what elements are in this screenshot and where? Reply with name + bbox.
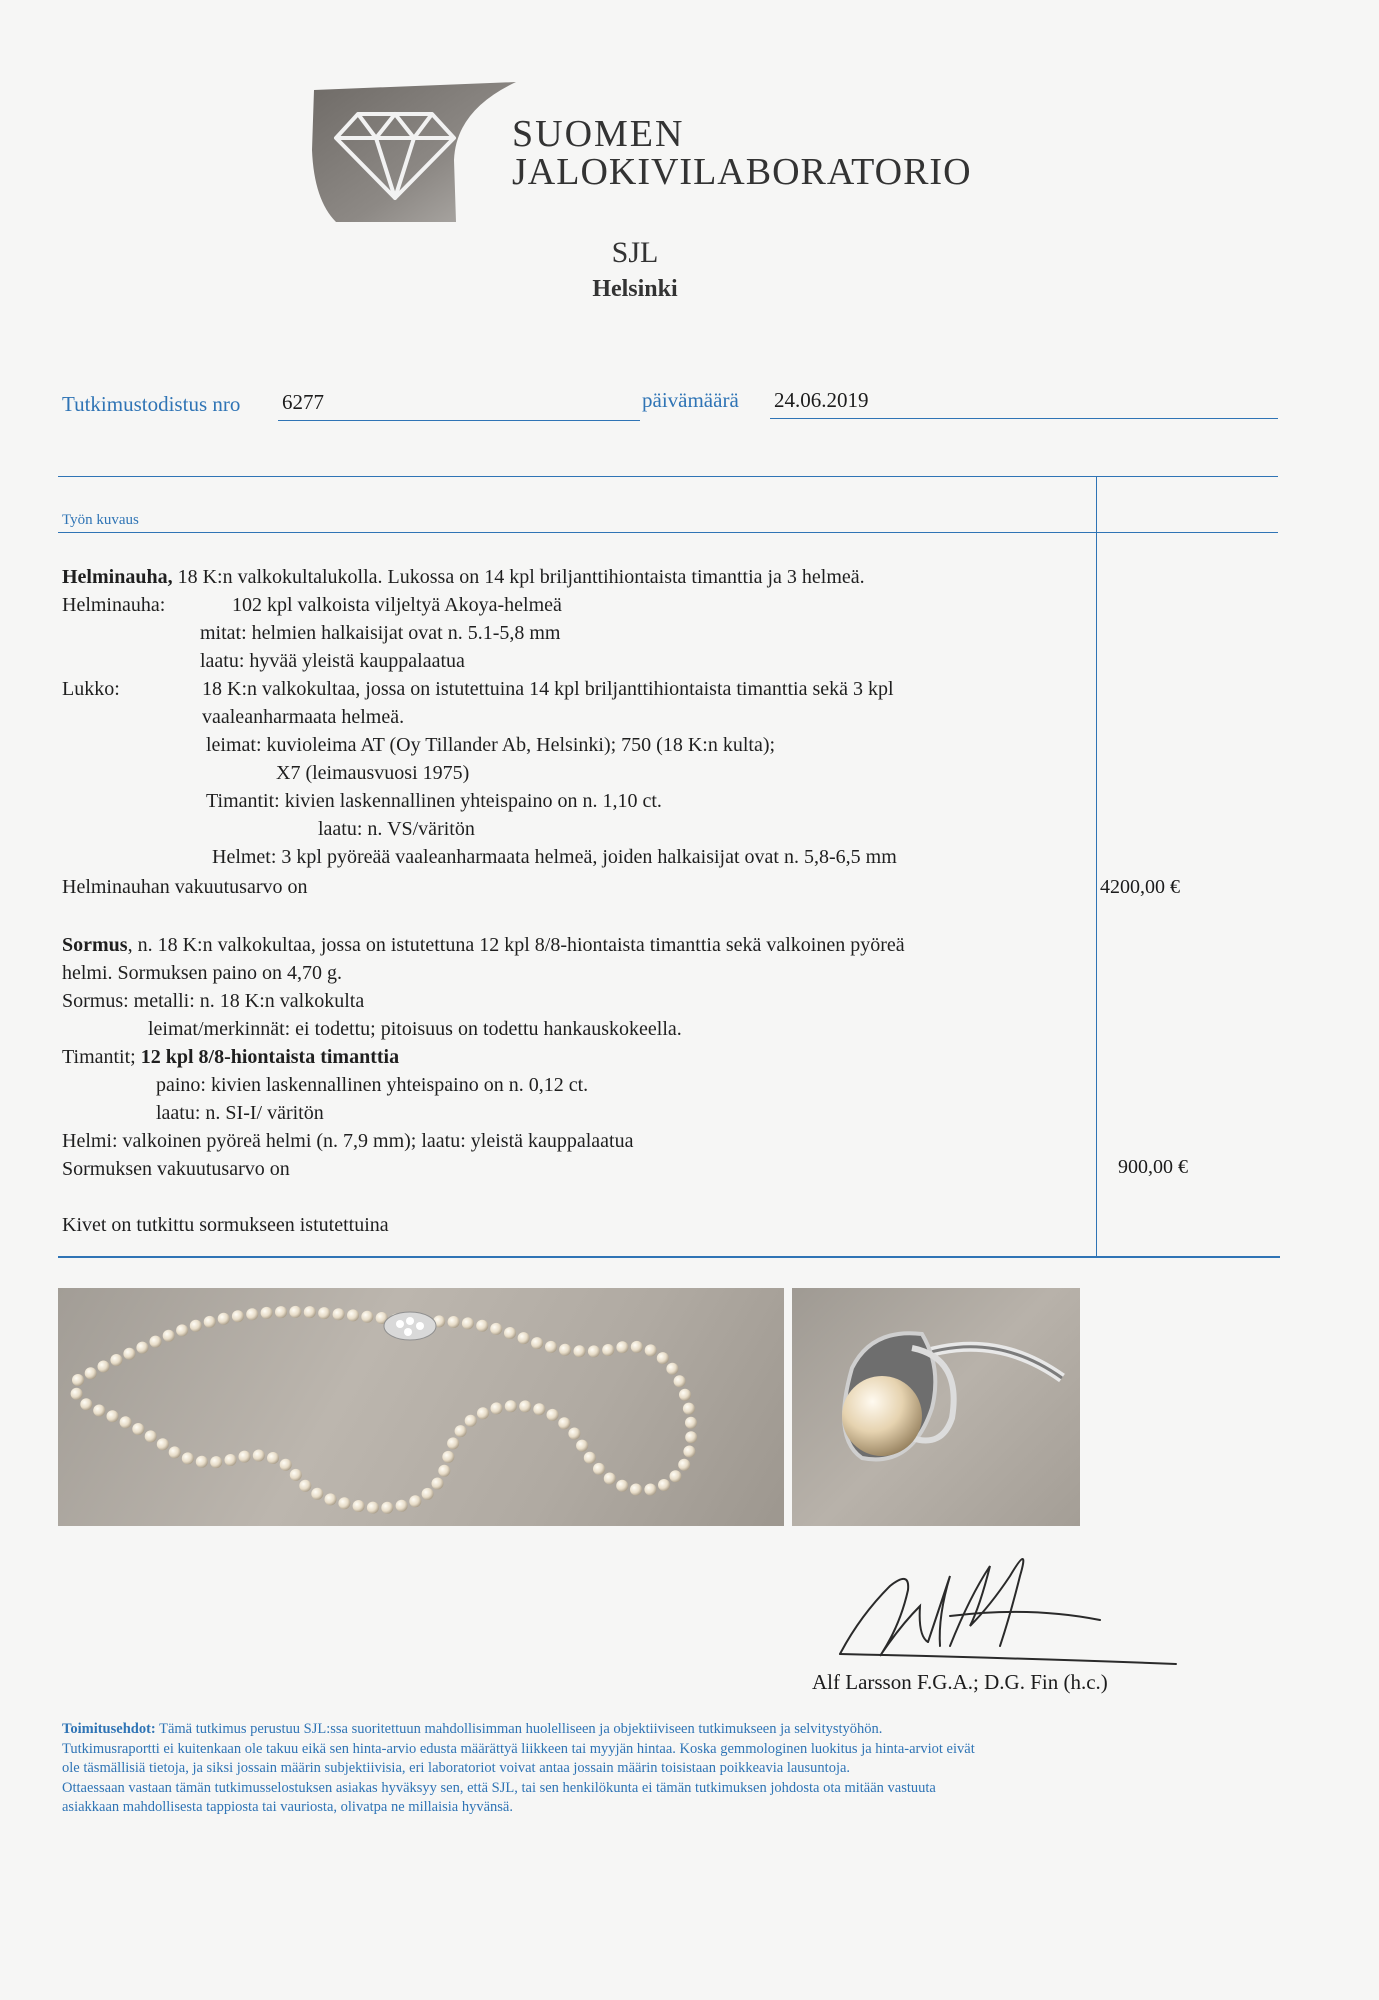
pearl (163, 1330, 175, 1342)
pearl (132, 1423, 144, 1435)
pearl (602, 1344, 614, 1356)
logo-text-line1: SUOMEN (512, 113, 685, 155)
pearl (299, 1480, 311, 1492)
signer-name: Alf Larsson F.G.A.; D.G. Fin (h.c.) (812, 1670, 1108, 1694)
pearl (289, 1306, 301, 1318)
clasp-value-2: vaaleanharmaata helmeä. (202, 706, 405, 728)
pearl (657, 1352, 669, 1364)
pearl (631, 1341, 643, 1353)
certificate-date: 24.06.2019 (774, 388, 869, 412)
pearl (210, 1456, 222, 1468)
pearl (547, 1409, 559, 1421)
pearl (432, 1478, 444, 1490)
pearl (568, 1428, 580, 1440)
ring-photo (792, 1288, 1080, 1526)
pearl (465, 1415, 477, 1427)
pearl (338, 1497, 350, 1509)
pearl (204, 1316, 216, 1328)
certificate-number-label: Tutkimustodistus nro (62, 392, 241, 416)
terms-line-1 (62, 1720, 1292, 1740)
terms-line-5: asiakkaan mahdollisesta tappiosta tai vauriosta, olivatpa ne millaisia hyvänsä. (62, 1799, 513, 1815)
necklace-insurance-label: Helminauhan vakuutusarvo on (62, 876, 308, 898)
pearl (574, 1345, 586, 1357)
pearl (85, 1367, 97, 1379)
strand-label: Helminauha: (62, 594, 166, 616)
date-underline (770, 418, 1278, 419)
pearl (123, 1348, 135, 1360)
table-top-border (58, 476, 1278, 477)
pearl (190, 1320, 202, 1332)
pearl (71, 1388, 83, 1400)
terms-line-2: Tutkimusraportti ei kuitenkaan ole takuu eikä sen hinta-arvio edusta määrättyä liikkeen tai myyjän hintaa. Koska gemmologinen luokitus ja hinta-arviot eivät (62, 1740, 975, 1757)
necklace-summary-text: 18 K:n valkokultalukolla. Lukossa on 14 kpl briljanttihiontaista timanttia ja 3 helmeä. (172, 566, 865, 588)
pearl (558, 1417, 570, 1429)
work-description-header: Työn kuvaus (62, 512, 139, 528)
pearl (477, 1407, 489, 1419)
certificate-number-underline (278, 420, 640, 421)
pearl (447, 1437, 459, 1449)
pearl (275, 1306, 287, 1318)
signature-image (820, 1546, 1190, 1686)
pearl (442, 1451, 454, 1463)
certificate-number: 6277 (282, 390, 324, 414)
pearl (630, 1484, 642, 1496)
pearl (476, 1320, 488, 1332)
ring-diamonds (62, 1046, 399, 1069)
pearl (678, 1459, 690, 1471)
pearl (361, 1311, 373, 1323)
terms-line-4: Ottaessaan vastaan tämän tutkimusselostuksen asiakas hyväksyy sen, että SJL, tai sen henkilökunta ei tämän tutkimuksen johdosta ota mitään vastuuta (62, 1779, 936, 1796)
pearl (169, 1446, 181, 1458)
pearl (311, 1488, 323, 1500)
pearl (519, 1400, 531, 1412)
necklace-pearls-image (58, 1288, 784, 1526)
pearl (110, 1354, 122, 1366)
pearl (381, 1502, 393, 1514)
strand-dimensions: mitat: helmien halkaisijat ovat n. 5.1-5,8 mm (200, 622, 561, 644)
pearl (280, 1459, 292, 1471)
pearl (93, 1405, 105, 1417)
pearl (182, 1452, 194, 1464)
pearl (318, 1307, 330, 1319)
pearl (347, 1309, 359, 1321)
pearl (261, 1307, 273, 1319)
pearl (531, 1337, 543, 1349)
pearl (438, 1465, 450, 1477)
logo-text-line2: JALOKIVILABORATORIO (512, 151, 972, 193)
clasp-value: 18 K:n valkokultaa, jossa on istutettuina 14 kpl briljanttihiontaista timanttia sekä 3 kpl (202, 678, 894, 700)
pearl (504, 1327, 516, 1339)
pearl (679, 1389, 691, 1401)
pearl (518, 1332, 530, 1344)
pearl (396, 1500, 408, 1512)
pearl (683, 1446, 695, 1458)
pearl (685, 1417, 697, 1429)
ring-image (792, 1288, 1080, 1526)
pearl (448, 1316, 460, 1328)
pearl (107, 1410, 119, 1422)
clasp-diamonds-quality: laatu: n. VS/väritön (318, 818, 475, 840)
pearl (644, 1484, 656, 1496)
pearl (593, 1463, 605, 1475)
pearl (80, 1398, 92, 1410)
pearl (232, 1310, 244, 1322)
ring-note: Kivet on tutkittu sormukseen istutettuina (62, 1214, 389, 1236)
clasp-marks: leimat: kuvioleima AT (Oy Tillander Ab, Helsinki); 750 (18 K:n kulta); (206, 734, 776, 756)
terms-label: Toimitusehdot: (62, 1721, 156, 1737)
ring-summary (62, 934, 905, 957)
ring-pearl: Helmi: valkoinen pyöreä helmi (n. 7,9 mm); laatu: yleistä kauppalaatua (62, 1130, 634, 1152)
pearl (545, 1341, 557, 1353)
terms-line-1-text: Tämä tutkimus perustuu SJL:ssa suoritettuun mahdollisimman huolelliseen ja objektiiviseen tutkimukseen ja selvitystyöhön. (155, 1721, 883, 1737)
pearl (290, 1469, 302, 1481)
necklace-photo (58, 1288, 784, 1526)
pearl (422, 1488, 434, 1500)
pearl (683, 1403, 695, 1415)
ring-summary-text: , n. 18 K:n valkokultaa, jossa on istutettuna 12 kpl 8/8-hiontaista timanttia sekä valkoinen pyöreä (127, 934, 905, 956)
pearl (239, 1451, 251, 1463)
ring-metal: Sormus: metalli: n. 18 K:n valkokulta (62, 990, 365, 1012)
pearl (588, 1345, 600, 1357)
ring-marks: leimat/merkinnät: ei todettu; pitoisuus on todettu hankauskokeella. (148, 1018, 682, 1040)
lab-abbreviation: SJL (611, 236, 659, 269)
pearl (462, 1317, 474, 1329)
pearl (409, 1495, 421, 1507)
diamond-logo-icon (306, 80, 524, 222)
clasp-label: Lukko: (62, 678, 120, 700)
pearl (674, 1375, 686, 1387)
ring-insurance-value: 900,00 € (1118, 1156, 1188, 1178)
pearl (685, 1431, 697, 1443)
pearl (325, 1493, 337, 1505)
pearl (533, 1403, 545, 1415)
clasp-diamonds: Timantit: kivien laskennallinen yhteispaino on n. 1,10 ct. (206, 790, 662, 812)
pearl (136, 1342, 148, 1354)
ring-stone-quality: laatu: n. SI-I/ väritön (156, 1102, 324, 1124)
clasp-icon (384, 1312, 436, 1340)
pearl (491, 1402, 503, 1414)
terms-line-3: ole täsmällisiä tietoja, ja siksi jossain määrin subjektiivisia, eri laboratoriot voivat antaa jossain määrin toisistaan poikkeavia lausuntoja. (62, 1760, 851, 1776)
ring-insurance-label: Sormuksen vakuutusarvo on (62, 1158, 290, 1180)
pearl (645, 1344, 657, 1356)
table-column-divider (1096, 476, 1097, 1257)
ring-stone-weight: paino: kivien laskennallinen yhteispaino on n. 0,12 ct. (156, 1074, 589, 1096)
pearl (576, 1440, 588, 1452)
pearl (666, 1363, 678, 1375)
pearl (455, 1425, 467, 1437)
pearl (367, 1502, 379, 1514)
pearl (604, 1473, 616, 1485)
terms-text (62, 1720, 1292, 1818)
ring-diamonds-value: 12 kpl 8/8-hiontaista timanttia (140, 1046, 400, 1068)
necklace-insurance-value: 4200,00 € (1100, 876, 1180, 898)
pearl (225, 1454, 237, 1466)
date-label: päivämäärä (642, 388, 739, 412)
clasp-pearls: Helmet: 3 kpl pyöreää vaaleanharmaata helmeä, joiden halkaisijat ovat n. 5,8-6,5 mm (212, 846, 897, 868)
strand-value: 102 kpl valkoista viljeltyä Akoya-helmeä (232, 594, 562, 616)
pearl (145, 1430, 157, 1442)
necklace-title: Helminauha, (62, 566, 173, 588)
necklace-summary (62, 566, 865, 589)
pearl (176, 1324, 188, 1336)
pearl (658, 1479, 670, 1491)
pearl (120, 1416, 132, 1428)
ring-title: Sormus (62, 934, 128, 956)
pearl (157, 1438, 169, 1450)
pearl (98, 1361, 110, 1373)
ring-weight-line: helmi. Sormuksen paino on 4,70 g. (62, 962, 342, 984)
pearl (196, 1456, 208, 1468)
pearl (333, 1308, 345, 1320)
lab-city: Helsinki (592, 276, 678, 302)
table-header-border (58, 532, 1278, 533)
pearl (490, 1323, 502, 1335)
pearl (304, 1306, 316, 1318)
pearl (353, 1500, 365, 1512)
pearl (616, 1341, 628, 1353)
pearl (616, 1480, 628, 1492)
pearl (559, 1344, 571, 1356)
pearl (670, 1470, 682, 1482)
pearl (505, 1400, 517, 1412)
strand-quality: laatu: hyvää yleistä kauppalaatua (200, 650, 465, 672)
pearl (584, 1452, 596, 1464)
pearl (218, 1313, 230, 1325)
pearl (253, 1450, 265, 1462)
pearl (72, 1374, 84, 1386)
pearl (246, 1308, 258, 1320)
clasp-marks-2: X7 (leimausvuosi 1975) (276, 762, 470, 784)
pearl (150, 1336, 162, 1348)
pearl (267, 1452, 279, 1464)
ring-diamonds-label: Timantit; (62, 1046, 136, 1068)
